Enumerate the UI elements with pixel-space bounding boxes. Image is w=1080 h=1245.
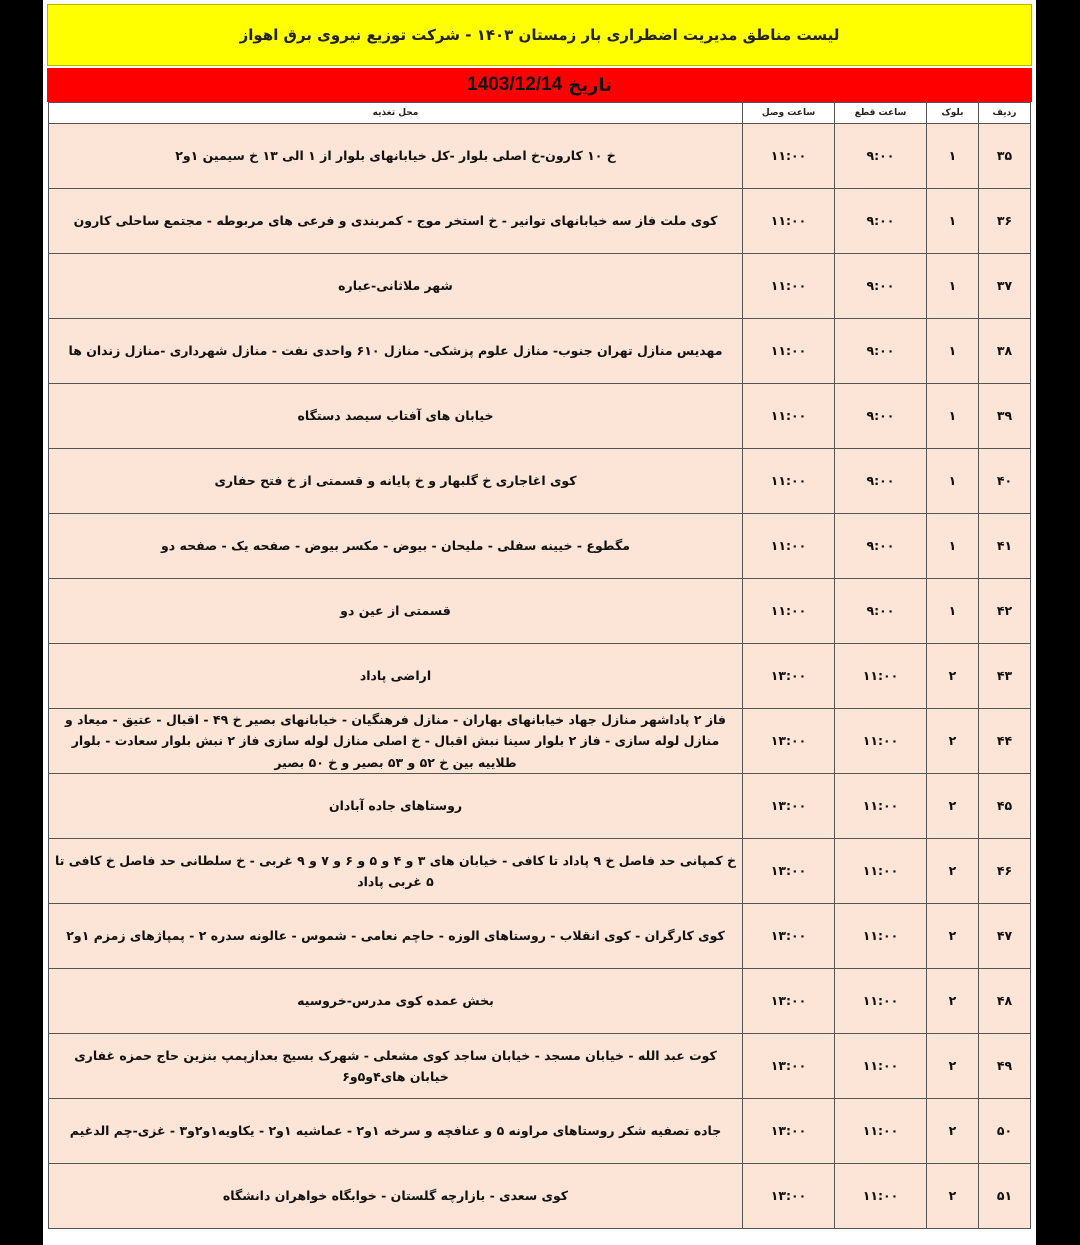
block-cell: ۱: [927, 449, 979, 514]
table-row: [49, 254, 1031, 319]
table-row: [49, 579, 1031, 644]
block-cell: ۱: [927, 514, 979, 579]
table-header-row: [49, 103, 1031, 124]
location-cell: کوی اغاجاری خ گلبهار و خ پایانه و قسمتی از خ فتح حفاری: [49, 449, 743, 514]
connect-time-cell: ۱۱:۰۰: [743, 124, 835, 189]
row-number-cell: ۳۶: [979, 189, 1031, 254]
table-row: [49, 1034, 1031, 1099]
connect-time-cell: ۱۱:۰۰: [743, 449, 835, 514]
location-cell: فاز ۲ پاداشهر منازل جهاد خیابانهای بهاران - منازل فرهنگیان - خیابانهای بصیر خ ۴۹ - اقبال - عتیق - میعاد و منازل لوله سازی - فاز ۲ بلوار سینا نبش اقبال - خ اصلی منازل لوله سازی فاز ۲ نبش بلوار سعادت - بلوار طلاییه بین خ ۵۲ و ۵۳ بصیر و خ ۵۰ بصیر: [49, 709, 743, 774]
location-cell: قسمتی از عین دو: [49, 579, 743, 644]
cut-time-cell: ۱۱:۰۰: [835, 709, 927, 774]
header-block: بلوک: [927, 103, 979, 124]
cut-time-cell: ۹:۰۰: [835, 449, 927, 514]
header-cut-time: ساعت قطع: [835, 103, 927, 124]
location-cell: روستاهای جاده آبادان: [49, 774, 743, 839]
row-number-cell: ۳۸: [979, 319, 1031, 384]
connect-time-cell: ۱۳:۰۰: [743, 1099, 835, 1164]
connect-time-cell: ۱۱:۰۰: [743, 189, 835, 254]
row-number-cell: ۴۱: [979, 514, 1031, 579]
location-cell: کوی کارگران - کوی انقلاب - روستاهای الوزه - حاچم نعامی - شموس - عالونه سدره ۲ - پمپاژهای زمزم ۱و۲: [49, 904, 743, 969]
table-row: [49, 514, 1031, 579]
table-row: [49, 904, 1031, 969]
connect-time-cell: ۱۳:۰۰: [743, 1034, 835, 1099]
row-number-cell: ۴۹: [979, 1034, 1031, 1099]
row-number-cell: ۴۷: [979, 904, 1031, 969]
row-number-cell: ۴۶: [979, 839, 1031, 904]
connect-time-cell: ۱۳:۰۰: [743, 644, 835, 709]
connect-time-cell: ۱۳:۰۰: [743, 774, 835, 839]
row-number-cell: ۴۰: [979, 449, 1031, 514]
table-row: [49, 644, 1031, 709]
cut-time-cell: ۱۱:۰۰: [835, 1099, 927, 1164]
row-number-cell: ۳۹: [979, 384, 1031, 449]
cut-time-cell: ۹:۰۰: [835, 384, 927, 449]
location-cell: خ ۱۰ کارون-خ اصلی بلوار -کل خیابانهای بلوار از ۱ الی ۱۳ خ سیمین ۱و۲: [49, 124, 743, 189]
table-row: [49, 1099, 1031, 1164]
row-number-cell: ۳۵: [979, 124, 1031, 189]
row-number-cell: ۵۱: [979, 1164, 1031, 1229]
block-cell: ۲: [927, 709, 979, 774]
cut-time-cell: ۱۱:۰۰: [835, 904, 927, 969]
row-number-cell: ۴۸: [979, 969, 1031, 1034]
title-banner: [47, 4, 1032, 66]
date-label: تاریخ: [568, 74, 612, 96]
connect-time-cell: ۱۱:۰۰: [743, 579, 835, 644]
cut-time-cell: ۹:۰۰: [835, 189, 927, 254]
cut-time-cell: ۹:۰۰: [835, 514, 927, 579]
date-banner: [47, 68, 1032, 102]
block-cell: ۲: [927, 774, 979, 839]
row-number-cell: ۴۲: [979, 579, 1031, 644]
block-cell: ۲: [927, 1164, 979, 1229]
page-title: لیست مناطق مدیریت اضطراری بار زمستان ۱۴۰۳ - شرکت توزیع نیروی برق اهواز: [239, 26, 840, 44]
location-cell: خ کمپانی حد فاصل خ ۹ پاداد تا کافی - خیابان های ۳ و ۴ و ۵ و ۶ و ۷ و ۹ غربی - خ سلطانی حد فاصل خ کافی تا ۵ غربی پاداد: [49, 839, 743, 904]
table-row: [49, 449, 1031, 514]
header-location: محل تغذیه: [49, 103, 743, 124]
table-row: [49, 839, 1031, 904]
block-cell: ۱: [927, 579, 979, 644]
block-cell: ۱: [927, 189, 979, 254]
table-row: [49, 1164, 1031, 1229]
header-connect-time: ساعت وصل: [743, 103, 835, 124]
location-cell: جاده تصفیه شکر روستاهای مراونه ۵ و عنافچه و سرخه ۱و۲ - عماشیه ۱و۲ - یکاویه۱و۲و۳ - غزی-چم الدغیم: [49, 1099, 743, 1164]
connect-time-cell: ۱۱:۰۰: [743, 384, 835, 449]
block-cell: ۱: [927, 319, 979, 384]
block-cell: ۲: [927, 839, 979, 904]
table-row: [49, 189, 1031, 254]
cut-time-cell: ۱۱:۰۰: [835, 969, 927, 1034]
row-number-cell: ۵۰: [979, 1099, 1031, 1164]
connect-time-cell: ۱۱:۰۰: [743, 319, 835, 384]
connect-time-cell: ۱۳:۰۰: [743, 1164, 835, 1229]
connect-time-cell: ۱۱:۰۰: [743, 514, 835, 579]
table-row: [49, 384, 1031, 449]
block-cell: ۱: [927, 254, 979, 319]
block-cell: ۲: [927, 1099, 979, 1164]
location-cell: کوی ملت فاز سه خیابانهای توانیر - خ استخر موج - کمربندی و فرعی های مربوطه - مجتمع ساحلی کارون: [49, 189, 743, 254]
connect-time-cell: ۱۱:۰۰: [743, 254, 835, 319]
date-value: 1403/12/14: [467, 74, 563, 95]
location-cell: مهدیس منازل تهران جنوب- منازل علوم پزشکی- منازل ۶۱۰ واحدی نفت - منازل شهرداری -منازل زندان ها: [49, 319, 743, 384]
connect-time-cell: ۱۳:۰۰: [743, 969, 835, 1034]
table-row: [49, 124, 1031, 189]
table-row: [49, 774, 1031, 839]
block-cell: ۲: [927, 1034, 979, 1099]
connect-time-cell: ۱۳:۰۰: [743, 904, 835, 969]
table-row: [49, 969, 1031, 1034]
location-cell: اراضی پاداد: [49, 644, 743, 709]
schedule-sheet: [43, 0, 1036, 1245]
table-body: [49, 124, 1031, 1229]
row-number-cell: ۴۳: [979, 644, 1031, 709]
row-number-cell: ۴۴: [979, 709, 1031, 774]
cut-time-cell: ۱۱:۰۰: [835, 1164, 927, 1229]
cut-time-cell: ۱۱:۰۰: [835, 774, 927, 839]
block-cell: ۲: [927, 904, 979, 969]
block-cell: ۱: [927, 124, 979, 189]
cut-time-cell: ۹:۰۰: [835, 319, 927, 384]
connect-time-cell: ۱۳:۰۰: [743, 839, 835, 904]
cut-time-cell: ۹:۰۰: [835, 124, 927, 189]
location-cell: کوت عبد الله - خیابان مسجد - خیابان ساجد کوی مشعلی - شهرک بسیج بعدازپمپ بنزین حاج حمزه غفاری خیابان های۴و۵و۶: [49, 1034, 743, 1099]
connect-time-cell: ۱۳:۰۰: [743, 709, 835, 774]
row-number-cell: ۳۷: [979, 254, 1031, 319]
cut-time-cell: ۱۱:۰۰: [835, 644, 927, 709]
location-cell: شهر ملاثانی-عباره: [49, 254, 743, 319]
location-cell: کوی سعدی - بازارچه گلستان - خوابگاه خواهران دانشگاه: [49, 1164, 743, 1229]
outage-table: [48, 102, 1031, 1229]
cut-time-cell: ۱۱:۰۰: [835, 1034, 927, 1099]
row-number-cell: ۴۵: [979, 774, 1031, 839]
cut-time-cell: ۱۱:۰۰: [835, 839, 927, 904]
location-cell: بخش عمده کوی مدرس-خروسیه: [49, 969, 743, 1034]
location-cell: مگطوع - خیینه سفلی - ملیحان - بیوض - مکسر بیوض - صفحه یک - صفحه دو: [49, 514, 743, 579]
cut-time-cell: ۹:۰۰: [835, 579, 927, 644]
header-row-number: ردیف: [979, 103, 1031, 124]
block-cell: ۱: [927, 384, 979, 449]
block-cell: ۲: [927, 969, 979, 1034]
table-row: [49, 709, 1031, 774]
location-cell: خیابان های آفتاب سیصد دستگاه: [49, 384, 743, 449]
cut-time-cell: ۹:۰۰: [835, 254, 927, 319]
table-row: [49, 319, 1031, 384]
block-cell: ۲: [927, 644, 979, 709]
